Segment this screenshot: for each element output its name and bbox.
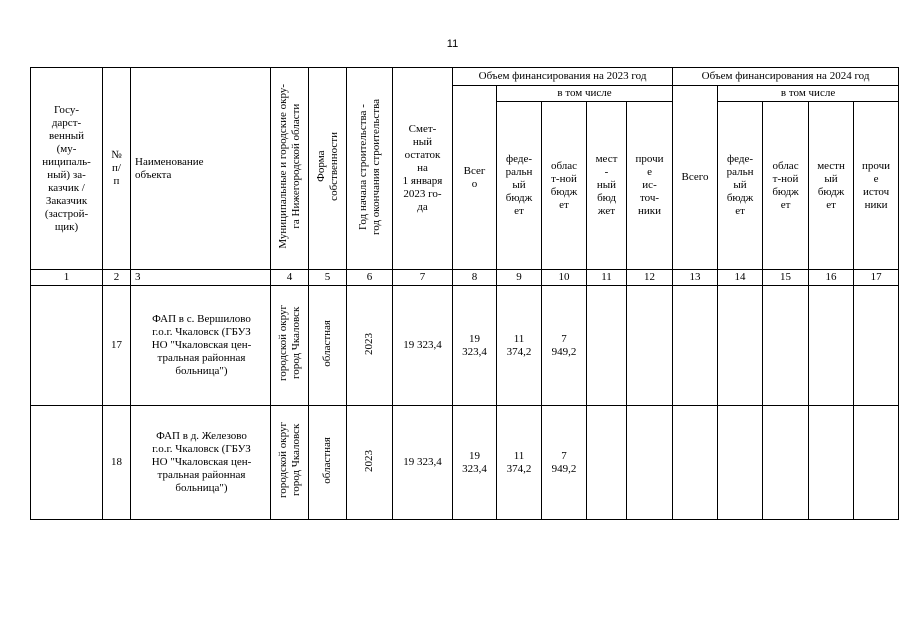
header-total-2024: Всего [673, 86, 718, 270]
header-regional-2024: облас т-ной бюдж ет [763, 102, 809, 270]
header-other-2024: прочи е источ ники [854, 102, 899, 270]
column-number: 3 [131, 270, 271, 286]
cell-local-2023 [587, 286, 627, 406]
header-ownership-text: Форма собственности [314, 132, 340, 201]
cell-municipality-text: городской округ город Чкаловск [276, 422, 302, 499]
table-row [31, 406, 899, 520]
header-balance: Смет- ный остаток на 1 января 2023 го- да [393, 68, 453, 270]
header-number: № п/ п [103, 68, 131, 270]
column-number: 16 [809, 270, 854, 286]
column-number: 4 [271, 270, 309, 286]
header-local-2023: мест - ный бюд жет [587, 102, 627, 270]
cell-other-2024 [854, 286, 899, 406]
cell-regional-2023: 7 949,2 [542, 406, 587, 520]
cell-ownership-text: областная [321, 437, 333, 484]
header-regional-2023: облас т-ной бюдж ет [542, 102, 587, 270]
header-years [347, 68, 393, 270]
cell-total-2023: 19 323,4 [453, 286, 497, 406]
cell-other-2024 [854, 406, 899, 520]
cell-other-2023 [627, 406, 673, 520]
cell-total-2024 [673, 286, 718, 406]
header-row-1 [31, 68, 899, 86]
column-number: 8 [453, 270, 497, 286]
financing-table [30, 67, 899, 520]
column-number: 5 [309, 270, 347, 286]
cell-regional-2024 [763, 286, 809, 406]
column-number: 7 [393, 270, 453, 286]
cell-federal-2023: 11 374,2 [497, 286, 542, 406]
header-financing-2023: Объем финансирования на 2023 год [453, 68, 673, 86]
cell-regional-2023: 7 949,2 [542, 286, 587, 406]
header-total-2023: Всег о [453, 86, 497, 270]
cell-federal-2024 [718, 286, 763, 406]
cell-number: 17 [103, 286, 131, 406]
column-number: 14 [718, 270, 763, 286]
cell-balance: 19 323,4 [393, 286, 453, 406]
cell-local-2024 [809, 286, 854, 406]
cell-municipality [271, 406, 309, 520]
column-number: 6 [347, 270, 393, 286]
column-number: 11 [587, 270, 627, 286]
column-number: 9 [497, 270, 542, 286]
cell-regional-2024 [763, 406, 809, 520]
column-number: 10 [542, 270, 587, 286]
cell-federal-2023: 11 374,2 [497, 406, 542, 520]
cell-years [347, 286, 393, 406]
header-customer: Госу- дарст- венный (му- ниципаль- ный) за- казчик / Заказчик (застрой- щик) [31, 68, 103, 270]
header-object-name: Наименование объекта [131, 68, 271, 270]
cell-ownership [309, 406, 347, 520]
cell-municipality [271, 286, 309, 406]
header-local-2024: местн ый бюдж ет [809, 102, 854, 270]
header-ownership [309, 68, 347, 270]
cell-municipality-text: городской округ город Чкаловск [276, 305, 302, 382]
cell-object-name: ФАП в д. Железово г.о.г. Чкаловск (ГБУЗ НО "Чкаловская цен- тральная районная больница") [131, 406, 271, 520]
cell-years-text: 2023 [363, 449, 375, 472]
header-years-text: Год начала строительства - год окончания строительства [356, 98, 382, 235]
cell-years-text: 2023 [363, 332, 375, 355]
cell-balance: 19 323,4 [393, 406, 453, 520]
cell-object-name: ФАП в с. Вершилово г.о.г. Чкаловск (ГБУЗ НО "Чкаловская цен- тральная районная больница") [131, 286, 271, 406]
header-including-2023: в том числе [497, 86, 673, 102]
header-municipality-text: Муниципальные и городские окру- га Нижегородской области [276, 84, 302, 249]
column-number: 15 [763, 270, 809, 286]
cell-local-2023 [587, 406, 627, 520]
cell-ownership [309, 286, 347, 406]
cell-other-2023 [627, 286, 673, 406]
cell-federal-2024 [718, 406, 763, 520]
cell-local-2024 [809, 406, 854, 520]
column-number: 2 [103, 270, 131, 286]
cell-customer [31, 406, 103, 520]
cell-total-2024 [673, 406, 718, 520]
column-number: 12 [627, 270, 673, 286]
header-federal-2023: феде- ральн ый бюдж ет [497, 102, 542, 270]
column-number: 1 [31, 270, 103, 286]
column-number: 13 [673, 270, 718, 286]
header-other-2023: прочи е ис- точ- ники [627, 102, 673, 270]
cell-number: 18 [103, 406, 131, 520]
cell-ownership-text: областная [321, 320, 333, 367]
page-number: 11 [446, 38, 459, 50]
column-number: 17 [854, 270, 899, 286]
cell-total-2023: 19 323,4 [453, 406, 497, 520]
cell-years [347, 406, 393, 520]
header-municipality [271, 68, 309, 270]
header-including-2024: в том числе [718, 86, 899, 102]
cell-customer [31, 286, 103, 406]
table-row [31, 286, 899, 406]
column-numbers-row [31, 270, 899, 286]
header-financing-2024: Объем финансирования на 2024 год [673, 68, 899, 86]
header-federal-2024: феде- ральн ый бюдж ет [718, 102, 763, 270]
